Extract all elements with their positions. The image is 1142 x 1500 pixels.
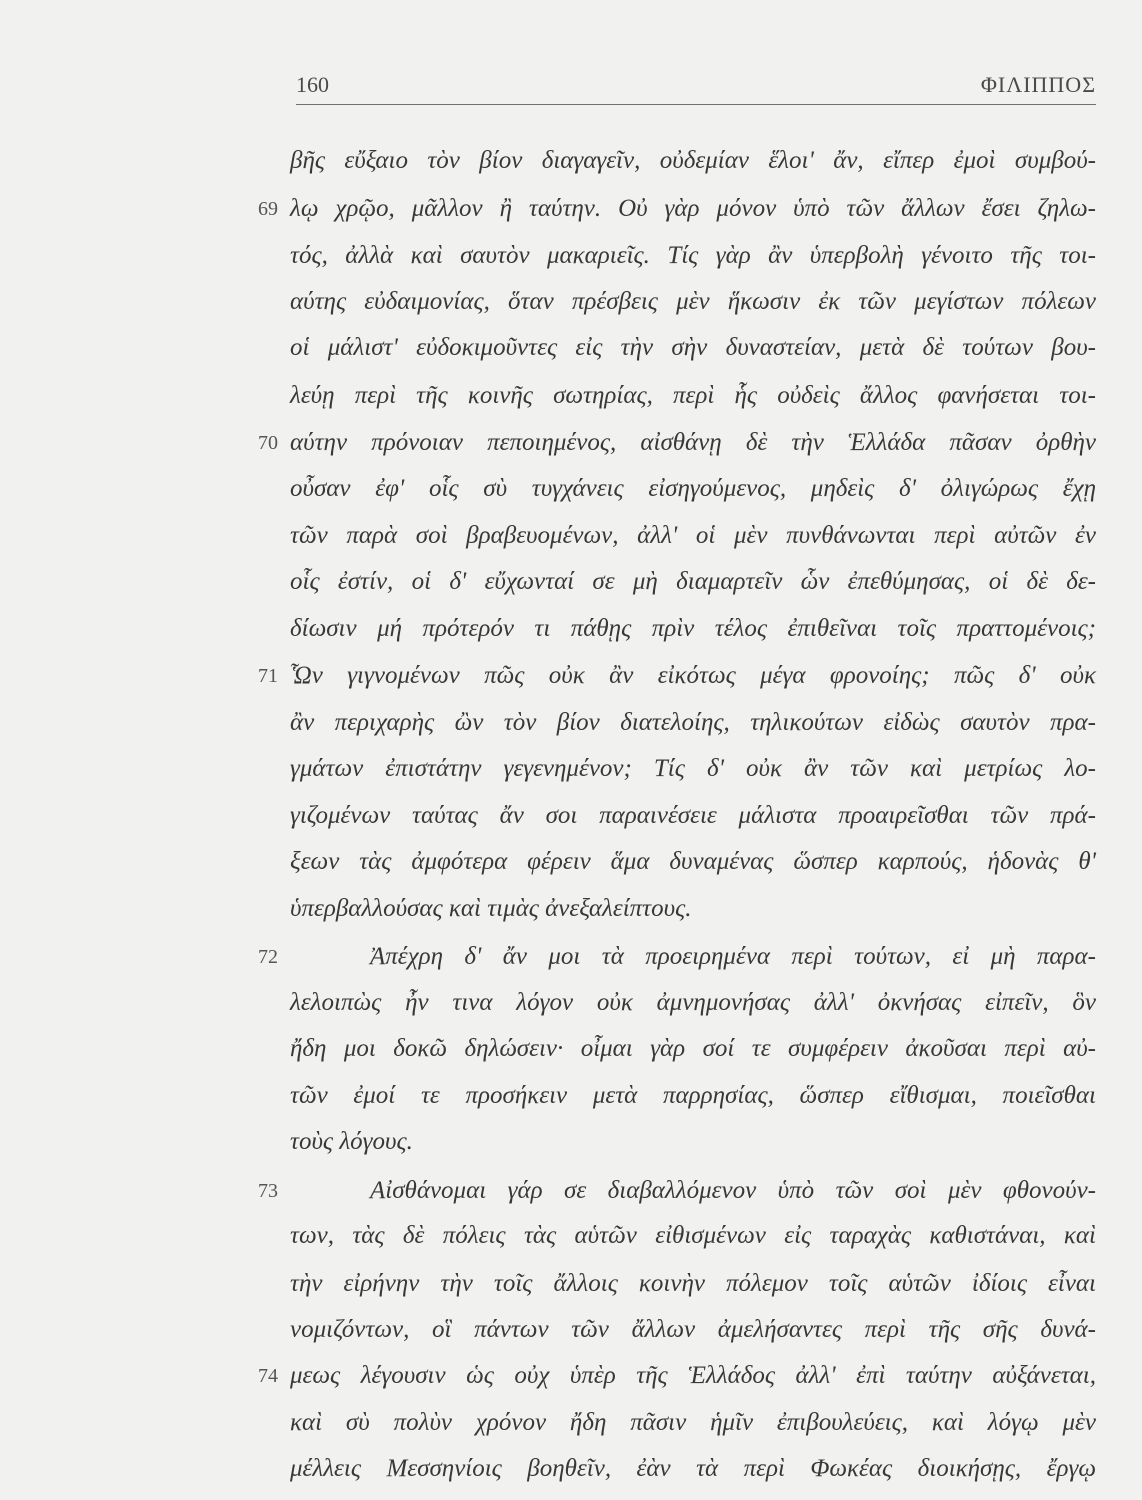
text-line: Ἀπέχρη δ' ἄν μοι τὰ προειρημένα περὶ τούτων, εἰ μὴ παρα- xyxy=(370,943,1096,970)
text-line: Ὧν γιγνομένων πῶς οὐκ ἂν εἰκότως μέγα φρονοίης; πῶς δ' οὐκ xyxy=(290,662,1096,689)
section-number: 72 xyxy=(258,946,278,968)
text-line: οἱ μάλιστ' εὐδοκιμοῦντες εἰς τὴν σὴν δυναστείαν, μετὰ δὲ τούτων βου- xyxy=(290,334,1096,361)
section-number: 74 xyxy=(258,1365,278,1387)
section-number: 70 xyxy=(258,432,278,454)
text-line: λελοιπὼς ἦν τινα λόγον οὐκ ἀμνημονήσας ἀλλ' ὀκνήσας εἰπεῖν, ὃν xyxy=(290,989,1096,1016)
text-line: αύτης εὐδαιμονίας, ὅταν πρέσβεις μὲν ἥκωσιν ἐκ τῶν μεγίστων πόλεων xyxy=(290,288,1096,315)
text-line: γιζομένων ταύτας ἄν σοι παραινέσειε μάλιστα προαιρεῖσθαι τῶν πρά- xyxy=(290,802,1096,829)
text-line: οἷς ἐστίν, οἱ δ' εὔχωνταί σε μὴ διαμαρτεῖν ὧν ἐπεθύμησας, οἱ δὲ δε- xyxy=(290,568,1096,595)
text-line: ἤδη μοι δοκῶ δηλώσειν· οἶμαι γὰρ σοί τε συμφέρειν ἀκοῦσαι περὶ αὐ- xyxy=(290,1035,1096,1062)
text-line: ἂν περιχαρὴς ὢν τὸν βίον διατελοίης, τηλικούτων εἰδὼς σαυτὸν πρα- xyxy=(290,709,1096,736)
text-line: τός, ἀλλὰ καὶ σαυτὸν μακαριεῖς. Τίς γὰρ ἂν ὑπερβολὴ γένοιτο τῆς τοι- xyxy=(290,242,1096,269)
text-line: Αἰσθάνομαι γάρ σε διαβαλλόμενον ὑπὸ τῶν σοὶ μὲν φθονούν- xyxy=(370,1177,1096,1204)
text-line: βῆς εὔξαιο τὸν βίον διαγαγεῖν, οὐδεμίαν ἕλοι' ἄν, εἴπερ ἐμοὶ συμβού- xyxy=(290,147,1096,174)
section-number: 71 xyxy=(258,665,278,687)
text-line: γμάτων ἐπιστάτην γεγενημένον; Τίς δ' οὐκ ἂν τῶν καὶ μετρίως λο- xyxy=(290,755,1096,782)
text-line: τῶν παρὰ σοὶ βραβευομένων, ἀλλ' οἱ μὲν πυνθάνωνται περὶ αὐτῶν ἐν xyxy=(290,522,1096,549)
text-line: ὑπερβαλλούσας καὶ τιμὰς ἀνεξαλείπτους. xyxy=(290,895,692,922)
running-title: ΦΙΛΙΠΠΟΣ xyxy=(980,72,1096,97)
section-number: 73 xyxy=(258,1180,278,1202)
section-number: 69 xyxy=(258,198,278,220)
text-line: λῳ χρῷο, μᾶλλον ἢ ταύτην. Οὐ γὰρ μόνον ὑπὸ τῶν ἄλλων ἔσει ζηλω- xyxy=(290,195,1096,222)
text-line: τὴν εἰρήνην τὴν τοῖς ἄλλοις κοινὴν πόλεμον τοῖς αὑτῶν ἰδίοις εἶναι xyxy=(290,1270,1096,1297)
text-line: τοὺς λόγους. xyxy=(290,1128,413,1155)
text-line: μεως λέγουσιν ὡς οὐχ ὑπὲρ τῆς Ἑλλάδος ἀλλ' ἐπὶ ταύτην αὐξάνεται, xyxy=(290,1362,1096,1389)
text-line: λεύῃ περὶ τῆς κοινῆς σωτηρίας, περὶ ἧς οὐδεὶς ἄλλος φανήσεται τοι- xyxy=(290,382,1096,409)
text-line: δίωσιν μή πρότερόν τι πάθῃς πρὶν τέλος ἐπιθεῖναι τοῖς πραττομένοις; xyxy=(290,615,1096,642)
text-line: ξεων τὰς ἀμφότερα φέρειν ἅμα δυναμένας ὥσπερ καρπούς, ἡδονὰς θ' xyxy=(290,848,1096,875)
page-number: 160 xyxy=(296,72,329,97)
text-line: οὖσαν ἐφ' οἷς σὺ τυγχάνεις εἰσηγούμενος, μηδεὶς δ' ὀλιγώρως ἔχῃ xyxy=(290,475,1096,502)
text-line: τῶν ἐμοί τε προσήκειν μετὰ παρρησίας, ὥσπερ εἴθισμαι, ποιεῖσθαι xyxy=(290,1082,1096,1109)
text-line: αύτην πρόνοιαν πεποιημένος, αἰσθάνῃ δὲ τὴν Ἑλλάδα πᾶσαν ὀρθὴν xyxy=(290,429,1096,456)
text-line: νομιζόντων, οἳ πάντων τῶν ἄλλων ἀμελήσαντες περὶ τῆς σῆς δυνά- xyxy=(290,1316,1096,1343)
text-line: των, τὰς δὲ πόλεις τὰς αὑτῶν εἰθισμένων εἰς ταραχὰς καθιστάναι, καὶ xyxy=(290,1222,1096,1249)
text-line: καὶ σὺ πολὺν χρόνον ἤδη πᾶσιν ἡμῖν ἐπιβουλεύεις, καὶ λόγῳ μὲν xyxy=(290,1409,1096,1436)
text-line: μέλλεις Μεσσηνίοις βοηθεῖν, ἐὰν τὰ περὶ Φωκέας διοικήσῃς, ἔργῳ xyxy=(290,1455,1096,1482)
